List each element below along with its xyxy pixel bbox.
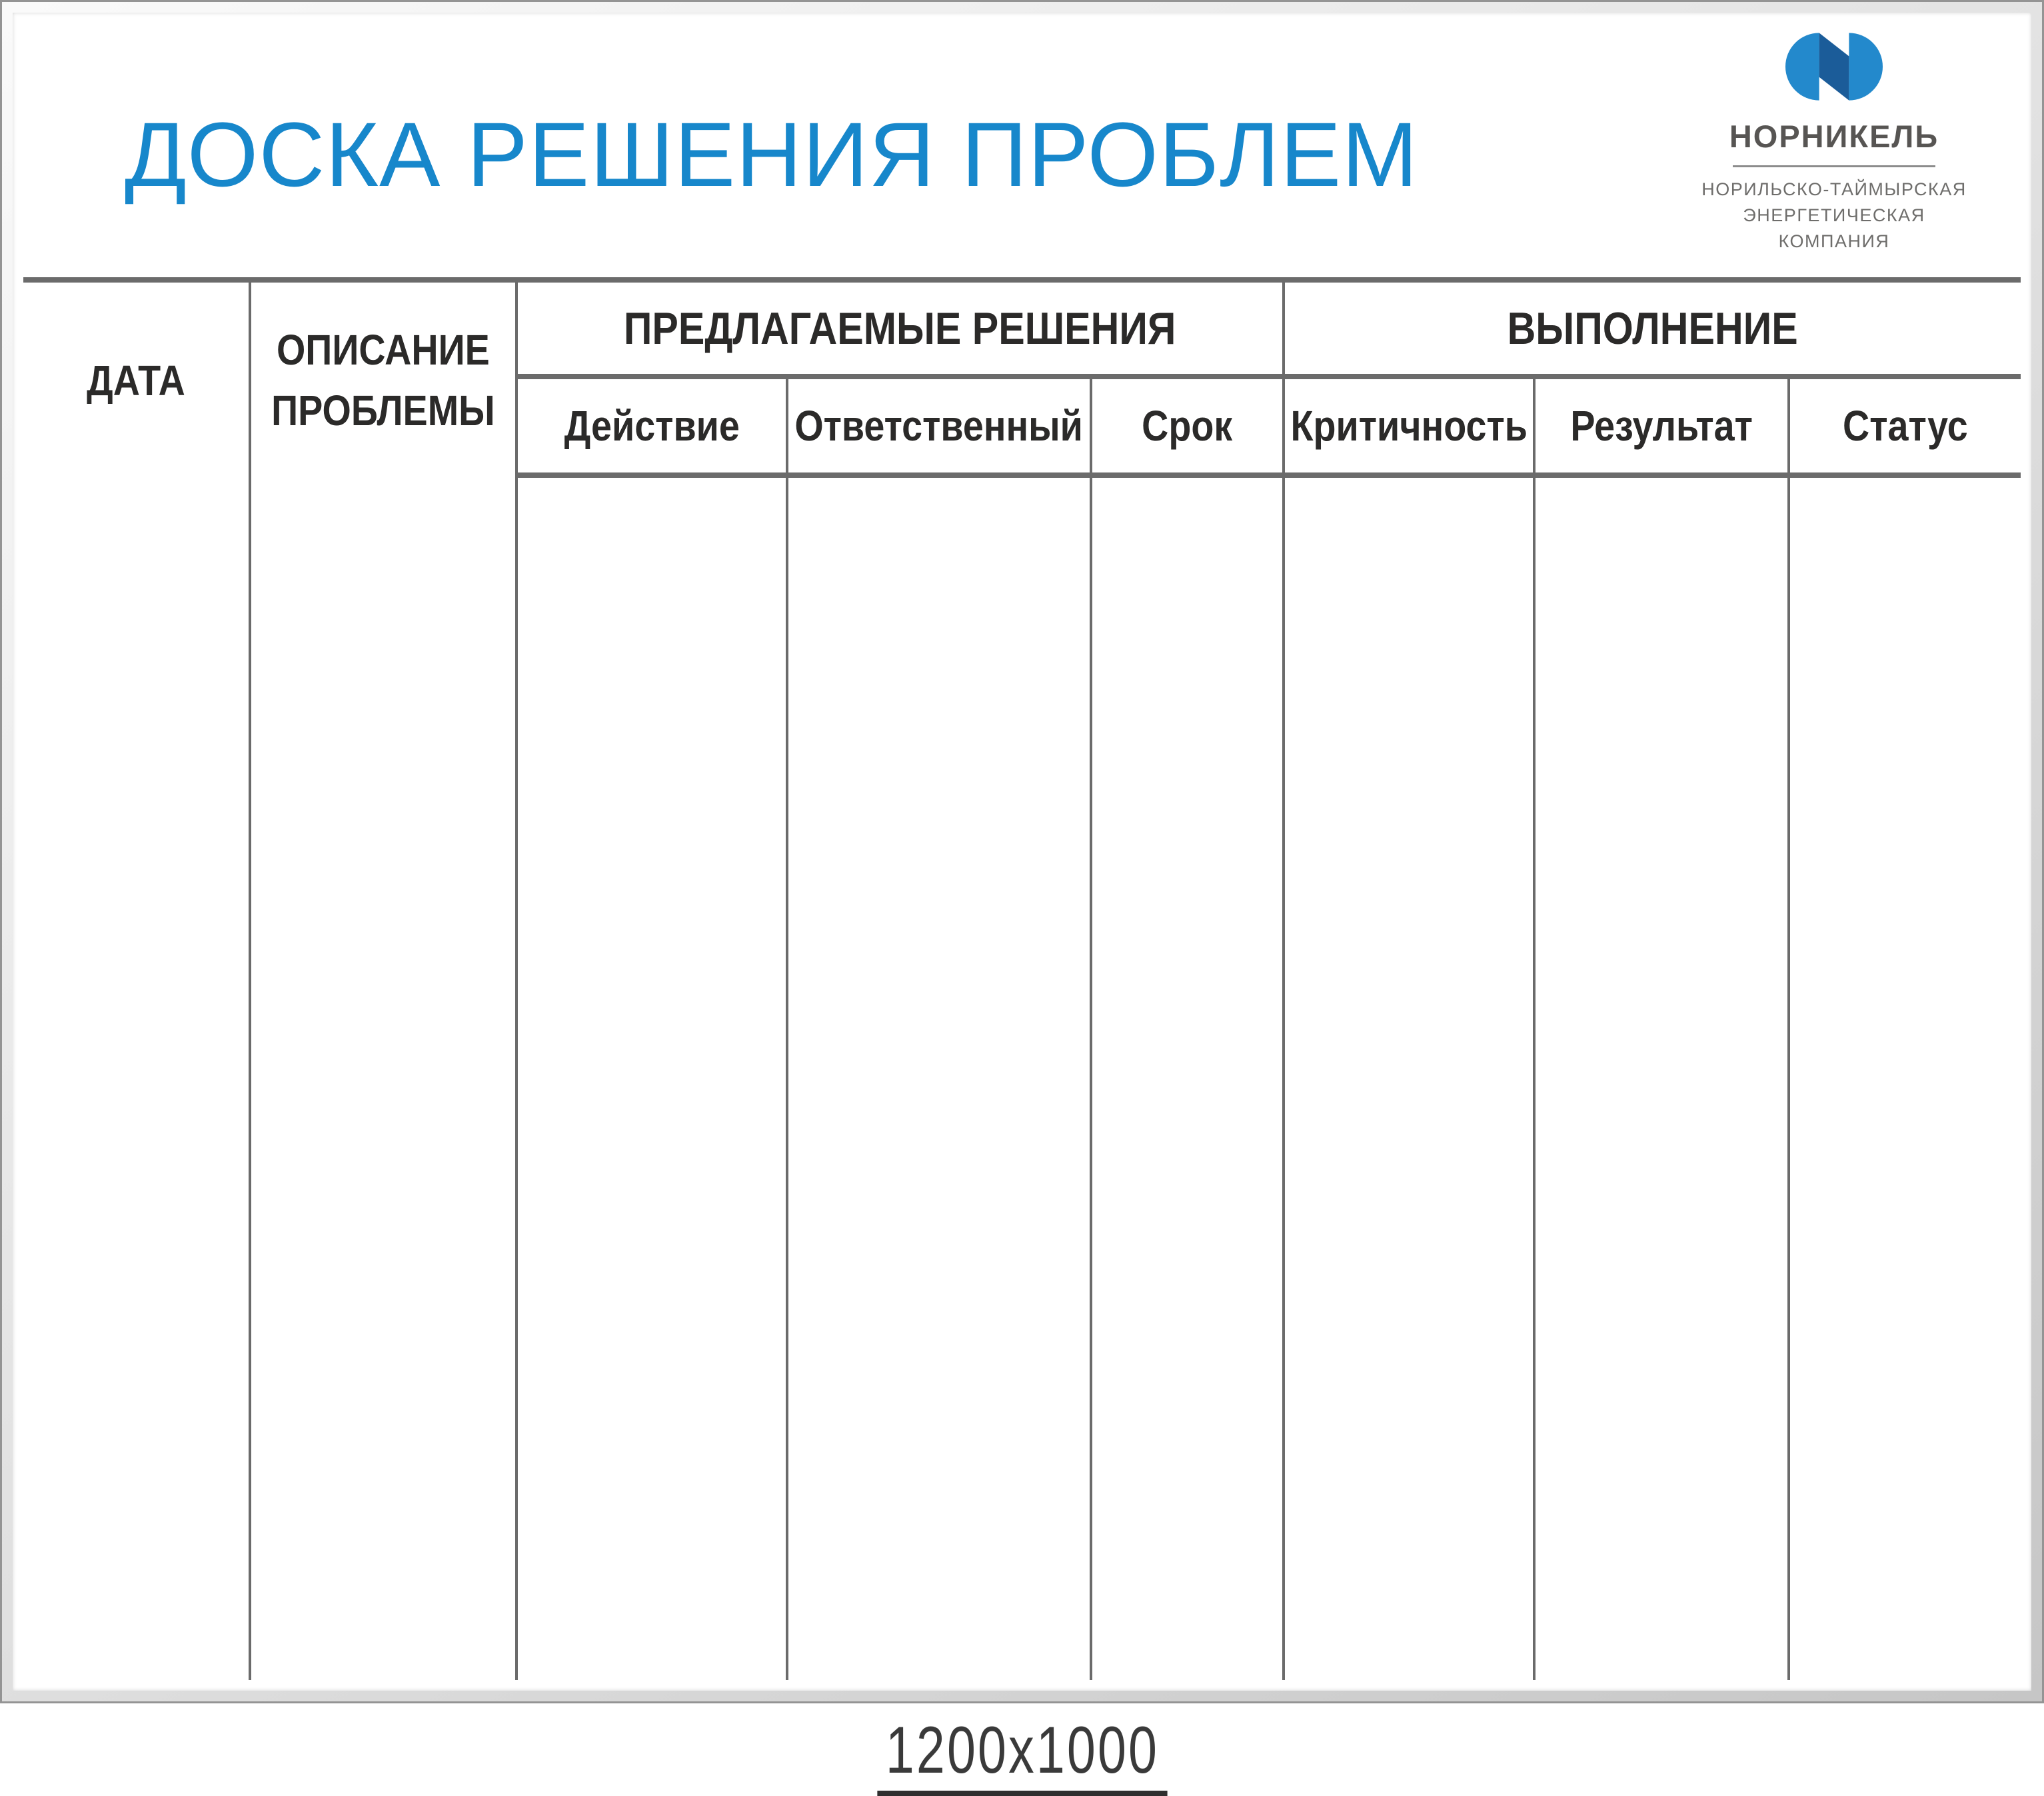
subheader-deadline-label: Срок — [1142, 402, 1233, 450]
subheader-criticality-label: Критичность — [1290, 402, 1528, 450]
group-header-solutions — [518, 283, 1285, 379]
table-cell-date — [23, 478, 251, 1680]
logo-brand-text: НОРНИКЕЛЬ — [1729, 119, 1939, 154]
problems-table — [23, 277, 2021, 1680]
header-cell-problem-label: ОПИСАНИЕ ПРОБЛЕМЫ — [271, 325, 495, 435]
table-cell-problem — [251, 478, 518, 1680]
subheader-action — [518, 379, 788, 478]
subheader-result — [1535, 379, 1790, 478]
size-caption: 1200x1000 — [877, 1717, 1167, 1796]
subheader-status-label: Статус — [1843, 402, 1968, 450]
table-cell-action — [518, 478, 788, 1680]
subheader-responsible-label: Ответственный — [794, 402, 1084, 450]
header-cell-date-label: ДАТА — [87, 356, 186, 405]
subheader-responsible — [788, 379, 1092, 478]
page-title: ДОСКА РЕШЕНИЯ ПРОБЛЕМ — [125, 104, 1419, 206]
header-cell-problem — [251, 283, 518, 478]
group-header-solutions-label: ПРЕДЛАГАЕМЫЕ РЕШЕНИЯ — [624, 303, 1176, 354]
group-header-execution-label: ВЫПОЛНЕНИЕ — [1507, 303, 1798, 354]
subheader-status — [1790, 379, 2021, 478]
size-caption-row — [0, 1713, 2044, 1796]
table-cell-result — [1535, 478, 1790, 1680]
logo-subtitle-line-2: ЭНЕРГЕТИЧЕСКАЯ — [1743, 205, 1925, 225]
board-surface — [13, 13, 2031, 1691]
subheader-action-label: Действие — [564, 402, 740, 450]
table-cell-criticality — [1285, 478, 1535, 1680]
table-cell-deadline — [1092, 478, 1285, 1680]
subheader-result-label: Результат — [1569, 402, 1753, 450]
table-cell-status — [1790, 478, 2021, 1680]
logo-divider — [1733, 165, 1935, 167]
logo-subtitle-line-3: КОМПАНИЯ — [1778, 231, 1890, 251]
logo-subtitle — [1684, 177, 1984, 255]
table-cell-responsible — [788, 478, 1092, 1680]
subheader-deadline — [1092, 379, 1285, 478]
nornickel-n-icon — [1785, 33, 1883, 101]
group-header-execution — [1285, 283, 2021, 379]
subheader-criticality — [1285, 379, 1535, 478]
header-cell-date — [23, 283, 251, 478]
nornickel-logo — [1684, 27, 1984, 255]
logo-subtitle-line-1: НОРИЛЬСКО-ТАЙМЫРСКАЯ — [1701, 179, 1967, 199]
